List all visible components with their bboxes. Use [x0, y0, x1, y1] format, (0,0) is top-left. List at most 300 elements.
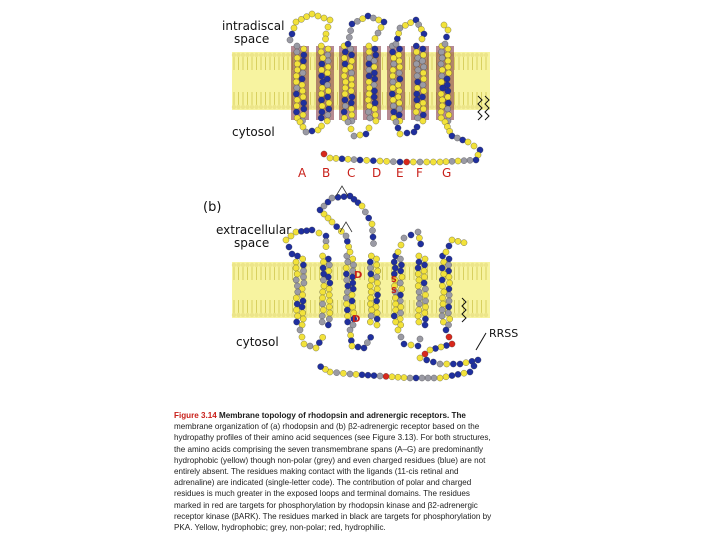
residue [300, 88, 306, 94]
residue [287, 37, 293, 43]
residue [300, 94, 306, 100]
lipid-head [430, 313, 434, 317]
residue [371, 94, 377, 100]
residue [440, 301, 446, 307]
residue [318, 115, 324, 121]
residue [371, 88, 377, 94]
lipid-head [254, 263, 258, 267]
lipid-head [232, 263, 236, 267]
residue [365, 97, 371, 103]
extracellular-label-line2: space [234, 236, 270, 250]
residue [320, 277, 326, 283]
residue [368, 271, 374, 277]
residue [341, 55, 347, 61]
residue [420, 46, 426, 52]
figure-caption [174, 410, 554, 533]
lipid-head [286, 53, 290, 57]
residue [365, 109, 371, 115]
lipid-head [385, 313, 389, 317]
residue [300, 70, 306, 76]
residue [461, 240, 467, 246]
residue [293, 91, 299, 97]
residue [471, 143, 477, 149]
residue [301, 280, 307, 286]
residue [318, 91, 324, 97]
residue [438, 61, 444, 67]
residue [369, 221, 375, 227]
residue [345, 156, 351, 162]
helix-letter-g: G [442, 166, 452, 180]
lipid-head [457, 53, 461, 57]
residue [445, 52, 451, 58]
residue [366, 215, 372, 221]
residue [366, 43, 372, 49]
residue [413, 61, 419, 67]
residue [390, 103, 396, 109]
lipid-head [358, 53, 362, 57]
lipid-head [466, 313, 470, 317]
residue [294, 61, 300, 67]
residue [342, 103, 348, 109]
residue [443, 327, 449, 333]
residue [313, 345, 319, 351]
lipid-head [245, 263, 249, 267]
residue [397, 256, 403, 262]
residue [461, 158, 467, 164]
residue [349, 298, 355, 304]
residue [410, 159, 416, 165]
residue [318, 43, 324, 49]
residue [397, 280, 403, 286]
residue [300, 112, 306, 118]
residue [414, 91, 420, 97]
residue [445, 27, 451, 33]
residue [293, 79, 299, 85]
residue [319, 295, 325, 301]
residue [396, 70, 402, 76]
residue [407, 375, 413, 381]
helix-letter-f: F [416, 166, 423, 180]
residue [318, 49, 324, 55]
residue [445, 88, 451, 94]
residue [424, 357, 430, 363]
lipid-head [281, 313, 285, 317]
residue [307, 343, 313, 349]
residue [293, 265, 299, 271]
lipid-head [281, 53, 285, 57]
lipid-head [259, 105, 263, 109]
residue [374, 292, 380, 298]
residue [361, 345, 367, 351]
lipid-head [362, 263, 366, 267]
residue [300, 64, 306, 70]
helix-letter-c: C [347, 166, 356, 180]
residue-s-label-2: S [391, 286, 397, 295]
residue [391, 109, 397, 115]
residue [367, 259, 373, 265]
residue [445, 100, 451, 106]
residue [393, 119, 399, 125]
residue [422, 286, 428, 292]
residue [445, 106, 451, 112]
residue [383, 373, 389, 379]
residue [422, 292, 428, 298]
residue [457, 361, 463, 367]
residue [446, 334, 452, 340]
residue [398, 334, 404, 340]
lipid-head [380, 313, 384, 317]
residue [455, 158, 461, 164]
residue [348, 100, 354, 106]
residue [349, 292, 355, 298]
residue [391, 61, 397, 67]
caption-line: residues is much greater in the exposed loops and terminal domains. The residues [174, 489, 470, 499]
residue [393, 41, 399, 47]
lipid-head [245, 53, 249, 57]
residue [421, 76, 427, 82]
residue [422, 351, 428, 357]
residue [420, 82, 426, 88]
lipid-head [272, 313, 276, 317]
lipid-head [259, 313, 263, 317]
residue [444, 361, 450, 367]
residue [443, 249, 449, 255]
residue [449, 373, 455, 379]
residue [345, 259, 351, 265]
residue [415, 283, 421, 289]
residue [445, 94, 451, 100]
residue [293, 109, 299, 115]
residue [347, 64, 353, 70]
residue [438, 91, 444, 97]
residue [439, 295, 445, 301]
residue [348, 106, 354, 112]
residue [315, 13, 321, 19]
residue [417, 159, 423, 165]
lipid-head [263, 53, 267, 57]
residue [309, 128, 315, 134]
residue [373, 256, 379, 262]
residue [299, 292, 305, 298]
residue [303, 129, 309, 135]
residue [463, 360, 469, 366]
lipid-head [466, 105, 470, 109]
residue [377, 373, 383, 379]
residue [368, 334, 374, 340]
figure-title: Membrane topology of rhodopsin and adrenergic receptors. [218, 411, 450, 420]
residue [441, 22, 447, 28]
residue [370, 158, 376, 164]
residue [318, 364, 324, 370]
lipid-head [241, 263, 245, 267]
lipid-head [259, 53, 263, 57]
residue [320, 253, 326, 259]
caption-line: marked in red are targets for phosphorylation by rhodopsin kinase and β2-adrenergic [174, 500, 478, 510]
residue [439, 277, 445, 283]
residue [422, 322, 428, 328]
lipid-head [430, 105, 434, 109]
residue [395, 327, 401, 333]
residue [374, 286, 380, 292]
residue [369, 227, 375, 233]
lipid-head [241, 313, 245, 317]
residue [293, 295, 299, 301]
lipid-head [475, 263, 479, 267]
lipid-head [277, 263, 281, 267]
residue [366, 67, 372, 73]
residue [375, 30, 381, 36]
residue [418, 241, 424, 247]
residue [301, 341, 307, 347]
residue [350, 286, 356, 292]
residue [297, 327, 303, 333]
residue [420, 52, 426, 58]
residue [367, 301, 373, 307]
lipid-head [272, 53, 276, 57]
lipid-head [263, 105, 267, 109]
residue [348, 88, 354, 94]
residue [326, 100, 332, 106]
residue [321, 151, 327, 157]
residue [395, 82, 401, 88]
residue [444, 76, 450, 82]
residue [377, 158, 383, 164]
lipid-head [281, 105, 285, 109]
residue [325, 58, 331, 64]
residue [300, 268, 306, 274]
caption-line: hydropathy profiles of their amino acid sequences (see Figure 3.13). For both structures, [174, 433, 491, 443]
residue [364, 157, 370, 163]
residue [318, 97, 324, 103]
lipid-head [461, 105, 465, 109]
lipid-head [457, 263, 461, 267]
residue [381, 19, 387, 25]
helix-letter-d: D [372, 166, 382, 180]
lipid-head [245, 313, 249, 317]
residue [398, 268, 404, 274]
residue [343, 233, 349, 239]
residue [396, 30, 402, 36]
residue [365, 372, 371, 378]
residue [391, 259, 397, 265]
residue [366, 103, 372, 109]
residue [420, 118, 426, 124]
lipid-head [272, 105, 276, 109]
lipid-head [452, 263, 456, 267]
panel-b-extracellular-label [216, 224, 291, 250]
lipid-head [254, 53, 258, 57]
residue [465, 139, 471, 145]
residue [327, 298, 333, 304]
residue [372, 100, 378, 106]
residue [416, 295, 422, 301]
lipid-head [362, 313, 366, 317]
panel-b-tag: (b) [203, 200, 222, 215]
residue [342, 49, 348, 55]
residue [384, 158, 390, 164]
residue [322, 36, 328, 42]
residue [395, 249, 401, 255]
residue [346, 34, 352, 40]
lipid-head [475, 53, 479, 57]
residue [320, 259, 326, 265]
residue [348, 28, 354, 34]
residue [397, 64, 403, 70]
residue [319, 103, 325, 109]
residue [445, 58, 451, 64]
lipid-head [479, 313, 483, 317]
residue [299, 304, 305, 310]
residue [421, 274, 427, 280]
intradiscal-label-line2: space [234, 32, 270, 46]
residue [445, 262, 451, 268]
residue [401, 341, 407, 347]
residue [294, 97, 300, 103]
residue [301, 106, 307, 112]
residue [324, 70, 330, 76]
residue [397, 310, 403, 316]
residue [345, 319, 351, 325]
residue [367, 319, 373, 325]
residue [316, 230, 322, 236]
residue [368, 313, 374, 319]
residue [467, 369, 473, 375]
lipid-head [335, 263, 339, 267]
residue [372, 46, 378, 52]
residue [359, 372, 365, 378]
lipid-head [461, 263, 465, 267]
residue [422, 310, 428, 316]
residue [326, 106, 332, 112]
residue [367, 283, 373, 289]
residue [391, 313, 397, 319]
residue [325, 94, 331, 100]
residue [449, 158, 455, 164]
residue [371, 70, 377, 76]
helix-letter-e: E [396, 166, 404, 180]
panel-a-cytosol-label: cytosol [232, 125, 275, 139]
residue [374, 280, 380, 286]
residue [316, 340, 322, 346]
residue [341, 194, 347, 200]
residue [367, 115, 373, 121]
residue [318, 73, 324, 79]
residue [374, 298, 380, 304]
residue [439, 283, 445, 289]
residue [341, 109, 347, 115]
lipid-head [358, 105, 362, 109]
residue [349, 82, 355, 88]
residue [327, 310, 333, 316]
residue [414, 97, 420, 103]
lipid-head [407, 263, 411, 267]
residue [357, 157, 363, 163]
residue [319, 319, 325, 325]
lipid-head [286, 263, 290, 267]
residue [416, 307, 422, 313]
lipid-head [461, 53, 465, 57]
lipid-head [466, 263, 470, 267]
residue [342, 85, 348, 91]
residue [446, 112, 452, 118]
residue [437, 361, 443, 367]
residue [294, 319, 300, 325]
lipid-head [236, 313, 240, 317]
lipid-head [358, 263, 362, 267]
residue [416, 235, 422, 241]
residue [421, 280, 427, 286]
residue [473, 157, 479, 163]
residue [327, 17, 333, 23]
residue [431, 375, 437, 381]
residue [353, 371, 359, 377]
residue [414, 124, 420, 130]
residue [443, 342, 449, 348]
lipid-head [340, 313, 344, 317]
residue [449, 341, 455, 347]
residue [300, 316, 306, 322]
residue [446, 298, 452, 304]
residue [432, 345, 438, 351]
caption-line: membrane organization of (a) rhodopsin and (b) β2-adrenergic receptor based on the [174, 422, 480, 432]
residue [349, 94, 355, 100]
residue [396, 100, 402, 106]
residue [430, 359, 436, 365]
caption-line: receptor kinase (βARK). The residues marked in black are targets for phosphorylation by [174, 511, 492, 521]
residue [438, 49, 444, 55]
lipid-head [313, 263, 317, 267]
residue [467, 157, 473, 163]
residue [439, 97, 445, 103]
residue [415, 271, 421, 277]
helix-letter-a: A [298, 166, 307, 180]
residue [395, 374, 401, 380]
residue [341, 73, 347, 79]
residue [293, 73, 299, 79]
lipid-head [241, 53, 245, 57]
residue [374, 310, 380, 316]
residue [300, 298, 306, 304]
residue [419, 58, 425, 64]
residue [415, 313, 421, 319]
residue [475, 357, 481, 363]
residue [394, 36, 400, 42]
residue [301, 100, 307, 106]
residue [446, 292, 452, 298]
residue [372, 76, 378, 82]
residue [404, 130, 410, 136]
residue [309, 11, 315, 17]
residue [355, 344, 361, 350]
residue [293, 259, 299, 265]
caption-line: entirely absent. The residues making contact with the ligands (11-cis retinal and [174, 467, 459, 477]
residue [363, 131, 369, 137]
residue [289, 31, 295, 37]
residue [415, 229, 421, 235]
residue [344, 313, 350, 319]
residue [422, 298, 428, 304]
residue [349, 343, 355, 349]
residue [416, 301, 422, 307]
residue-d-label: D [354, 270, 363, 281]
lipid-head [268, 105, 272, 109]
residue [373, 118, 379, 124]
residue [294, 271, 300, 277]
lipid-head [232, 313, 236, 317]
residue [416, 259, 422, 265]
residue [368, 277, 374, 283]
lipid-head [434, 313, 438, 317]
